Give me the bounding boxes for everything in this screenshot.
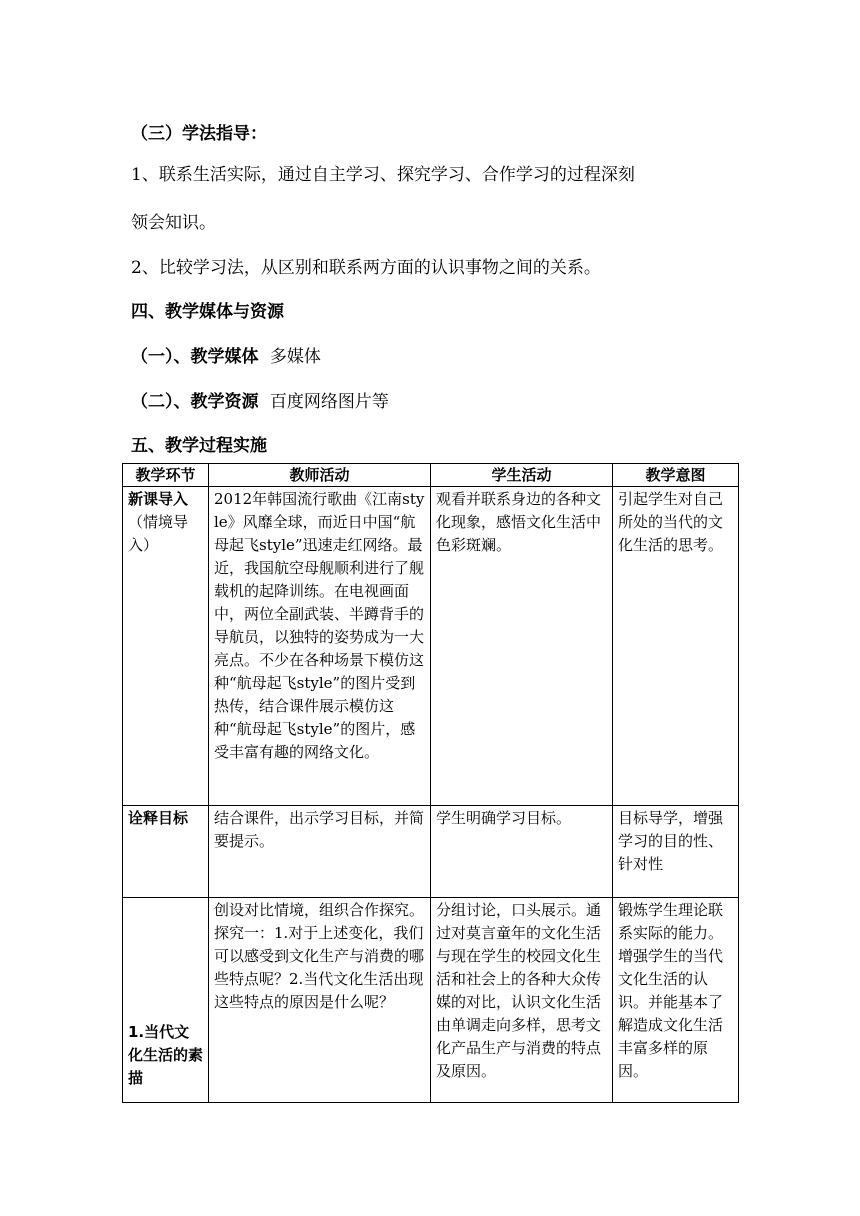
student-activity: 学生明确学习目标。 — [431, 806, 613, 898]
media-value: 多媒体 — [269, 347, 321, 367]
segment-sub: （情境导入） — [128, 513, 189, 554]
teacher-activity: 结合课件，出示学习目标，并简要提示。 — [209, 806, 431, 898]
teaching-intent: 目标导学，增强学习的目的性、针对性 — [613, 806, 739, 898]
header-segment: 教学环节 — [123, 464, 209, 487]
segment-name: 新课导入 — [128, 490, 189, 508]
student-activity: 观看并联系身边的各种文化现象，感悟文化生活中色彩斑斓。 — [431, 487, 613, 806]
table-row — [123, 898, 739, 1103]
section-4-heading: 四、教学媒体与资源 — [131, 302, 284, 322]
teacher-activity: 2012年韩国流行歌曲《江南style》风靡全球，而近日中国“航母起飞style”迅速走红网络。最近，我国航空母舰顺利进行了舰载机的起降训练。在电视画面中，两位全副武装、半蹲背手的导航员，以独特的姿势成为一大亮点。不少在各种场景下模仿这种“航母起飞style”的图片受到热传，结合课件展示模仿这种“航母起飞style”的图片，感受丰富有趣的网络文化。 — [209, 487, 431, 806]
media-line — [131, 342, 321, 367]
header-intent: 教学意图 — [613, 464, 739, 487]
table-header-row — [123, 464, 739, 487]
segment-name: 1.当代文化生活的素描 — [128, 1022, 204, 1087]
table-row — [123, 806, 739, 898]
media-label: （一）、教学媒体 — [131, 347, 259, 367]
teaching-process-table — [122, 463, 739, 1103]
header-student: 学生活动 — [431, 464, 613, 487]
resources-label: （二）、教学资源 — [131, 392, 259, 412]
header-teacher: 教师活动 — [209, 464, 431, 487]
segment-cell — [123, 806, 209, 898]
resources-value: 百度网络图片等 — [269, 392, 389, 412]
teaching-intent: 锻炼学生理论联系实际的能力。增强学生的当代文化生活的认识。并能基本了解造成文化生活丰富多样的原因。 — [613, 898, 739, 1103]
item-1-line2: 领会知识。 — [131, 213, 216, 233]
section-3-heading: （三）学法指导： — [131, 124, 267, 144]
item-1-line1: 1、联系生活实际，通过自主学习、探究学习、合作学习的过程深刻 — [131, 165, 635, 185]
item-2: 2、比较学习法，从区别和联系两方面的认识事物之间的关系。 — [131, 258, 601, 278]
student-activity: 分组讨论，口头展示。通过对莫言童年的文化生活与现在学生的校园文化生活和社会上的各种大众传媒的对比，认识文化生活由单调走向多样，思考文化产品生产与消费的特点及原因。 — [431, 898, 613, 1103]
segment-cell — [123, 898, 209, 1103]
resources-line — [131, 387, 389, 412]
teaching-intent: 引起学生对自己所处的当代的文化生活的思考。 — [613, 487, 739, 806]
table-row — [123, 487, 739, 806]
teacher-activity: 创设对比情境，组织合作探究。探究一：1.对于上述变化，我们可以感受到文化生产与消费的哪些特点呢？2.当代文化生活出现这些特点的原因是什么呢？ — [209, 898, 431, 1103]
segment-cell — [123, 487, 209, 806]
section-5-heading: 五、教学过程实施 — [131, 436, 267, 456]
segment-name: 诠释目标 — [128, 809, 189, 827]
